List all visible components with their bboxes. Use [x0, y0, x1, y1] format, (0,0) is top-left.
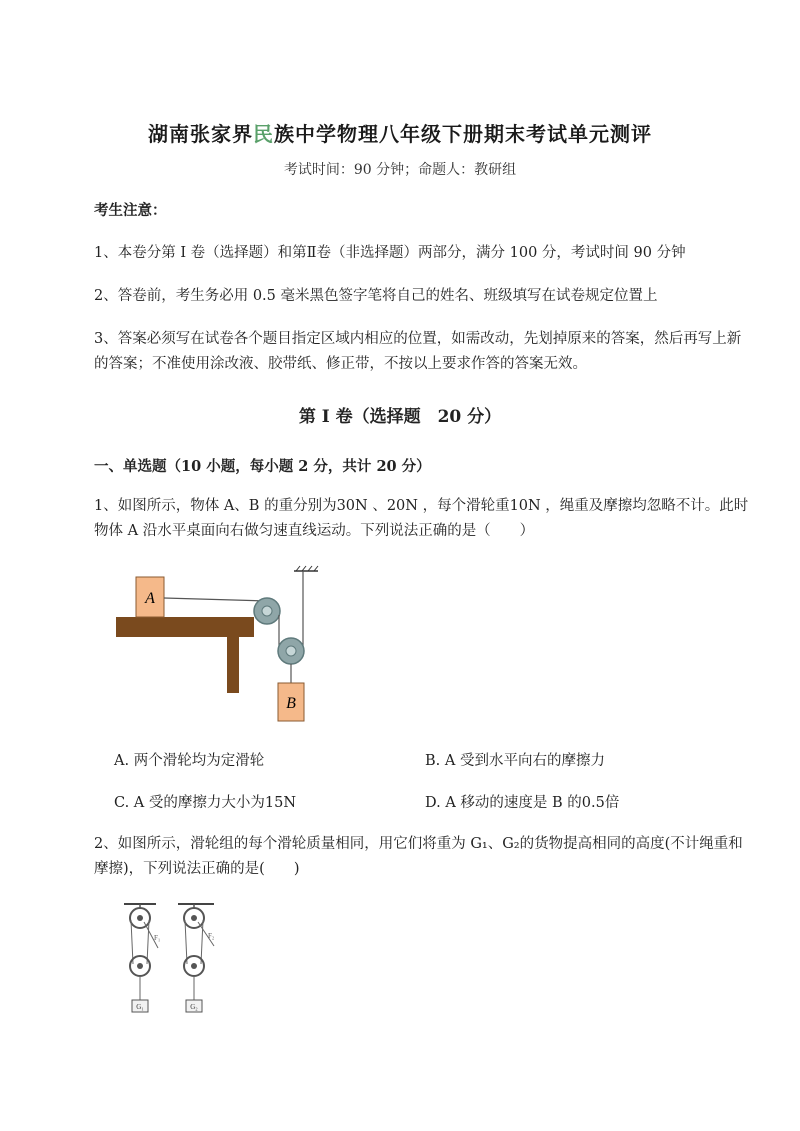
title-part2: 族中学物理八年级下册期末考试单元测评	[274, 122, 652, 146]
q2-pulley-figure	[114, 900, 236, 1018]
block-a-label: A	[145, 590, 155, 607]
q2-stem-line1: 2、如图所示，滑轮组的每个滑轮质量相同，用它们将重为 G₁、G₂的货物提高相同的高度(不计绳重和	[94, 836, 743, 852]
title-highlight: 民	[253, 122, 274, 146]
q1-option-d[interactable]: D. A 移动的速度是 B 的0.5倍	[425, 795, 620, 811]
q1-option-c[interactable]: C. A 受的摩擦力大小为15N	[114, 795, 297, 811]
notice-item-3-line2: 的答案；不准使用涂改液、胶带纸、修正带，不按以上要求作答的答案无效。	[94, 356, 587, 372]
q1-option-a[interactable]: A. 两个滑轮均为定滑轮	[114, 753, 265, 769]
section-title: 第 I 卷（选择题 20 分）	[298, 407, 502, 427]
exam-subtitle: 考试时间：90 分钟；命题人：教研组	[283, 162, 517, 178]
title-part1: 湖南张家界	[148, 122, 253, 146]
label-f1: F₁	[154, 934, 161, 942]
q1-option-b[interactable]: B. A 受到水平向右的摩擦力	[425, 753, 605, 769]
notice-item-2: 2、答卷前，考生务必用 0.5 毫米黑色签字笔将自己的姓名、班级填写在试卷规定位置上	[94, 288, 658, 304]
notice-heading: 考生注意：	[94, 202, 167, 219]
block-b-label: B	[286, 695, 296, 712]
page-title	[0, 118, 800, 147]
label-f2: F₂	[208, 932, 215, 940]
q1-stem-line2: 物体 A 沿水平桌面向右做匀速直线运动。下列说法正确的是（ ）	[94, 523, 535, 539]
table-leg	[227, 631, 239, 693]
section-subheading: 一、单选题（10 小题，每小题 2 分，共计 20 分）	[94, 458, 431, 475]
notice-item-1: 1、本卷分第 I 卷（选择题）和第Ⅱ卷（非选择题）两部分，满分 100 分，考试时间 90 分钟	[94, 245, 686, 261]
fixed-pulley-axle	[262, 606, 272, 616]
movable-pulley-axle	[286, 646, 296, 656]
label-g2: G₂	[190, 1003, 198, 1011]
q1-pulley-figure	[112, 565, 332, 725]
q2-stem-line2: 摩擦)，下列说法正确的是( )	[94, 861, 300, 877]
notice-item-3-line1: 3、答案必须写在试卷各个题目指定区域内相应的位置，如需改动，先划掉原来的答案，然后再写上新	[94, 331, 742, 347]
rope-horizontal	[164, 598, 267, 601]
label-g1: G₁	[136, 1003, 144, 1011]
q1-stem-line1: 1、如图所示，物体 A、B 的重分别为30N 、20N ，每个滑轮重10N ，绳重及摩擦均忽略不计。此时	[94, 498, 749, 514]
